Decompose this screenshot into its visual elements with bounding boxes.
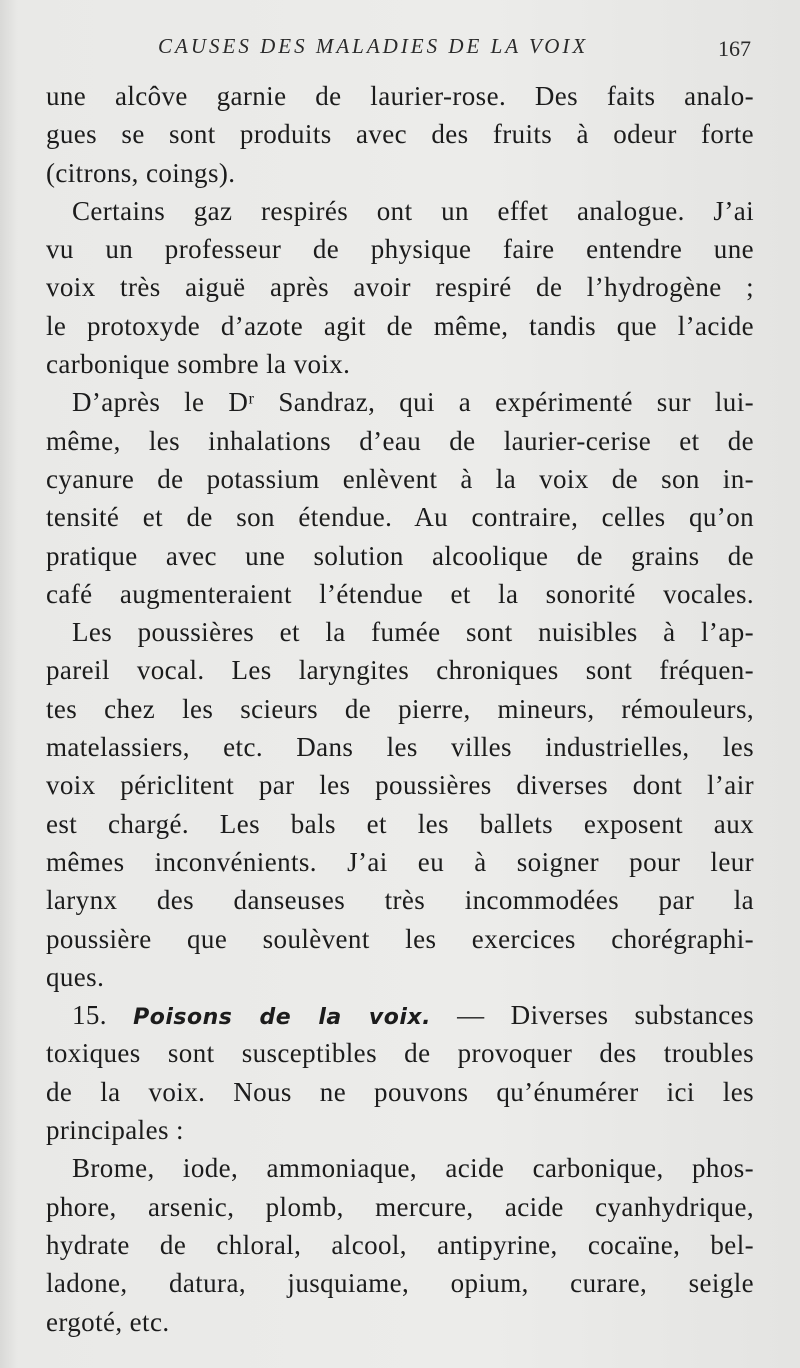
text-line: larynx des danseuses très incommodées par la (46, 885, 754, 916)
text-line: même, les inhalations d’eau de laurier-cerise et de (46, 425, 754, 456)
text-line: mêmes inconvénients. J’ai eu à soigner pour leur (46, 846, 754, 877)
body-text (46, 77, 754, 1341)
page-header (0, 34, 800, 68)
text-line: phore, arsenic, plomb, mercure, acide cyanhydrique, (46, 1191, 754, 1222)
text-line: pareil vocal. Les laryngites chroniques sont fréquen- (46, 655, 754, 686)
section-first-line-text: Diverses substances (510, 1000, 754, 1031)
text-line: poussière que soulèvent les exercices chorégraphi- (46, 923, 754, 954)
text-line: de la voix. Nous ne pouvons qu’énumérer ici les (46, 1076, 754, 1107)
text-line: hydrate de chloral, alcool, antipyrine, cocaïne, bel- (46, 1229, 754, 1260)
text-line: (citrons, coings). (46, 157, 236, 188)
text-line: tensité et de son étendue. Au contraire, celles qu’on (46, 502, 754, 533)
text-line: cyanure de potassium enlèvent à la voix de son in- (46, 463, 754, 494)
text-line: principales : (46, 1115, 184, 1146)
section-dash: — (457, 1000, 485, 1031)
section-number: 15. (72, 1000, 107, 1031)
text-line: est chargé. Les bals et les ballets exposent aux (46, 808, 754, 839)
section-title: Poisons de la voix. (133, 1005, 431, 1031)
text-line: toxiques sont susceptibles de provoquer des troubles (46, 1038, 754, 1069)
text-line: tes chez les scieurs de pierre, mineurs, rémouleurs, (46, 693, 754, 724)
text-line: café augmenteraient l’étendue et la sonorité vocales. (46, 578, 754, 609)
text-line: ergoté, etc. (46, 1306, 170, 1337)
page-number: 167 (718, 36, 751, 61)
text-line: gues se sont produits avec des fruits à odeur forte (46, 119, 754, 150)
text-line: carbonique sombre la voix. (46, 349, 351, 380)
text-line: ques. (46, 961, 105, 992)
text-line: une alcôve garnie de laurier-rose. Des faits analo- (46, 81, 754, 111)
text-line: Certains gaz respirés ont un effet analogue. J’ai (72, 195, 754, 226)
text-line: pratique avec une solution alcoolique de grains de (46, 540, 754, 571)
section-heading-line (46, 996, 754, 1034)
text-line: voix périclitent par les poussières diverses dont l’air (46, 770, 754, 801)
text-line: ladone, datura, jusquiame, opium, curare, seigle (46, 1268, 754, 1299)
text-line: voix très aiguë après avoir respiré de l’hydrogène ; (46, 272, 754, 303)
text-line: Les poussières et la fumée sont nuisibles à l’ap- (72, 617, 754, 648)
running-title: CAUSES DES MALADIES DE LA VOIX (158, 34, 589, 58)
text-line: le protoxyde d’azote agit de même, tandis que l’acide (46, 310, 754, 341)
text-line: matelassiers, etc. Dans les villes industrielles, les (46, 732, 754, 763)
text-line: Brome, iode, ammoniaque, acide carbonique, phos- (72, 1153, 754, 1184)
text-line: vu un professeur de physique faire entendre une (46, 234, 754, 265)
text-line: D’après le Dʳ Sandraz, qui a expérimenté sur lui- (72, 387, 754, 418)
